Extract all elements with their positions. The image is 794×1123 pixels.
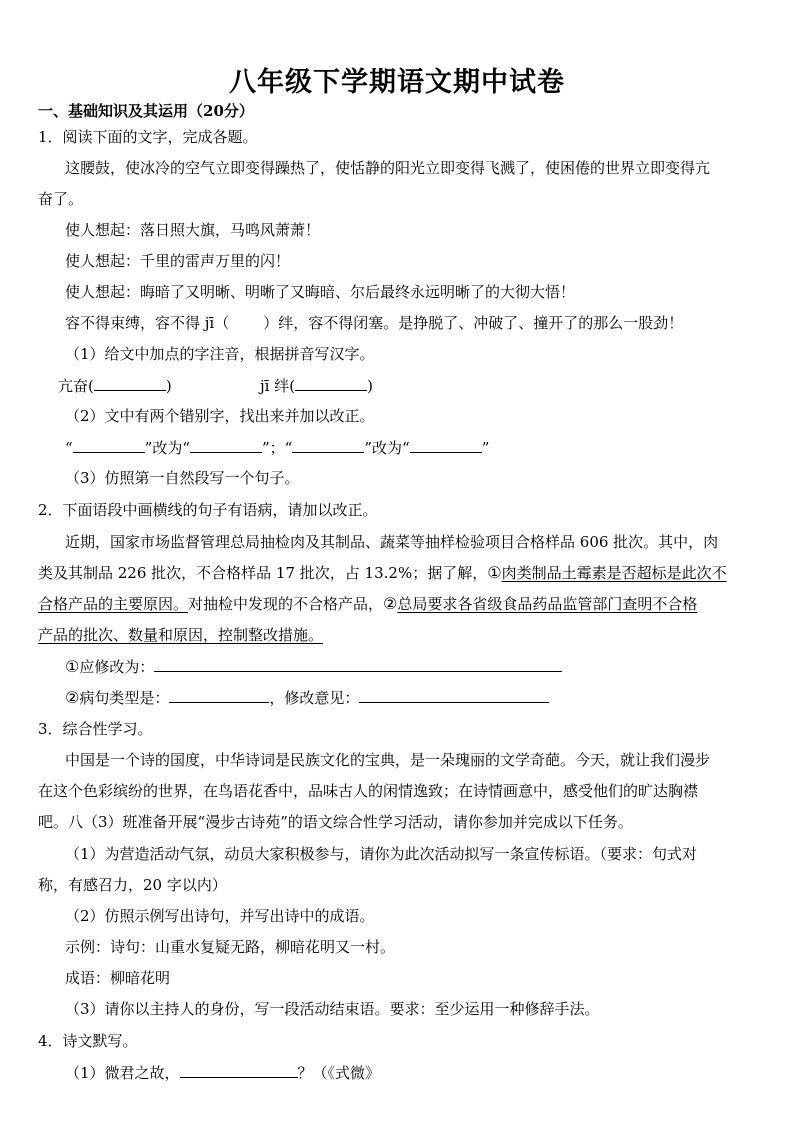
quote: ”改为“ [144, 439, 191, 457]
q2-line3-plain: 对抽检中发现的不合格产品， [188, 595, 384, 613]
fill2-blank[interactable] [295, 375, 367, 391]
q1-sub2: （2）文中有两个错别字，找出来并加以改正。 [65, 407, 375, 425]
q3-sub1-line1: （1）为营造活动气氛，动员大家积极参与，请你为此次活动拟写一条宣传标语。（要求：句式对 [65, 845, 698, 863]
fill2-label: jī 绊 [260, 377, 290, 395]
q1-stem: 1．阅读下面的文字，完成各题。 [38, 128, 258, 146]
q1-para1-line1: 这腰鼓，使冰冷的空气立即变得躁热了，使恬静的阳光立即变得飞溅了，使困倦的世界立即变得亢 [65, 159, 711, 177]
q1-fill2 [260, 375, 373, 396]
wrong-char-1-blank[interactable] [73, 437, 145, 453]
q2-line2-plain: 类及其制品 226 批次，不合格样品 17 批次，占 13.2%；据了解， [38, 564, 488, 582]
underlined-sentence-2-cont: 产品的批次、数量和原因，控制整改措施。 [38, 626, 324, 644]
q3-intro-line1: 中国是一个诗的国度，中华诗词是民族文化的宝典，是一朵瑰丽的文学奇葩。今天，就让我们漫步 [65, 751, 711, 769]
circle-number-2: ② [383, 594, 398, 613]
q4-stem: 4．诗文默写。 [38, 1032, 138, 1050]
q1-para3: 使人想起：千里的雷声万里的闪！ [65, 252, 291, 270]
q1-para4: 使人想起：晦暗了又明晰、明晰了又晦暗、尔后最终永远明晰了的大彻大悟！ [65, 283, 576, 301]
q1-para2: 使人想起：落日照大旗，马鸣风萧萧！ [65, 221, 321, 239]
correct-char-2-blank[interactable] [410, 437, 482, 453]
q1-correction-row [65, 437, 489, 458]
paren-open: ( [88, 377, 94, 395]
revision-blank[interactable] [359, 687, 549, 703]
fill1-label: 亢奋 [58, 377, 89, 395]
paren-close: ) [165, 377, 172, 395]
q2-stem: 2．下面语段中画横线的句子有语病，请加以改正。 [38, 501, 378, 519]
underlined-sentence-1: 肉类制品土霉素是否超标是此次不 [501, 564, 727, 582]
q2-line4 [38, 625, 323, 645]
quote: ”改为“ [364, 439, 410, 457]
wrong-char-2-blank[interactable] [292, 437, 364, 453]
quote: ”；“ [262, 439, 293, 457]
q3-intro-line2: 在这个色彩缤纷的世界，在鸟语花香中，品味古人的闲情逸致；在诗情画意中，感受他们的旷达胸襟 [38, 782, 699, 800]
q1-para5-b: ）绊，容不得闭塞。是挣脱了、冲破了、撞开了的那么一股劲！ [263, 314, 684, 332]
circle-number-1: ① [65, 657, 80, 676]
q2-line1: 近期，国家市场监督管理总局抽检肉及其制品、蔬菜等抽样检验项目合格样品 606 批次。其中，肉 [65, 533, 719, 551]
q2-line3 [38, 594, 697, 614]
recitation-blank[interactable] [180, 1062, 298, 1078]
paren-open: ( [289, 377, 296, 395]
q2-line2 [38, 563, 727, 583]
q2-answer1 [65, 656, 562, 677]
q4-sub1-a: （1）微君之故， [65, 1064, 180, 1082]
fill1-blank[interactable] [94, 375, 166, 391]
q3-intro-line3: 吧。八（3）班准备开展“漫步古诗苑”的语文综合性学习活动，请你参加并完成以下任务。 [38, 813, 633, 831]
answer1-label: 应修改为： [79, 658, 155, 676]
answer2-label: 病句类型是： [79, 689, 170, 707]
underlined-sentence-1-cont: 合格产品的主要原因。 [38, 595, 189, 613]
q4-sub1 [65, 1062, 380, 1083]
page-title: 八年级下学期语文期中试卷 [229, 67, 565, 98]
q3-stem: 3．综合性学习。 [38, 720, 153, 738]
q3-sub1-line2: 称，有感召力，20 字以内） [38, 876, 227, 894]
paren-close: ) [367, 377, 373, 395]
q1-fill1 [58, 375, 172, 396]
section-heading: 一、基础知识及其运用（20分） [38, 102, 254, 120]
q2-answer2 [65, 687, 549, 708]
q1-para5-a: 容不得束缚，容不得 jī（ [65, 314, 230, 332]
quote: “ [65, 439, 73, 457]
q4-sub1-b: ？（《式微》 [297, 1064, 381, 1082]
circle-number-1: ① [487, 563, 502, 582]
q1-para1-line2: 奋了。 [38, 190, 84, 208]
q3-sub2: （2）仿照示例写出诗句，并写出诗中的成语。 [65, 907, 375, 925]
underlined-sentence-2: 总局要求各省级食品药品监管部门查明不合格 [397, 595, 698, 613]
q3-sub3: （3）请你以主持人的身份，写一段活动结束语。要求：至少运用一种修辞手法。 [65, 1000, 600, 1018]
circle-number-2: ② [65, 688, 80, 707]
answer1-blank[interactable] [154, 656, 562, 672]
q3-example: 示例：诗句：山重水复疑无路，柳暗花明又一村。 [65, 938, 396, 956]
answer2-sep: ，修改意见： [269, 689, 360, 707]
sentence-type-blank[interactable] [169, 687, 269, 703]
quote: ” [481, 439, 490, 457]
correct-char-1-blank[interactable] [190, 437, 262, 453]
q1-para5 [65, 313, 683, 333]
q3-idiom: 成语：柳暗花明 [65, 969, 171, 987]
q1-sub1: （1）给文中加点的字注音，根据拼音写汉字。 [65, 345, 375, 363]
q1-sub3: （3）仿照第一自然段写一个句子。 [65, 469, 300, 487]
